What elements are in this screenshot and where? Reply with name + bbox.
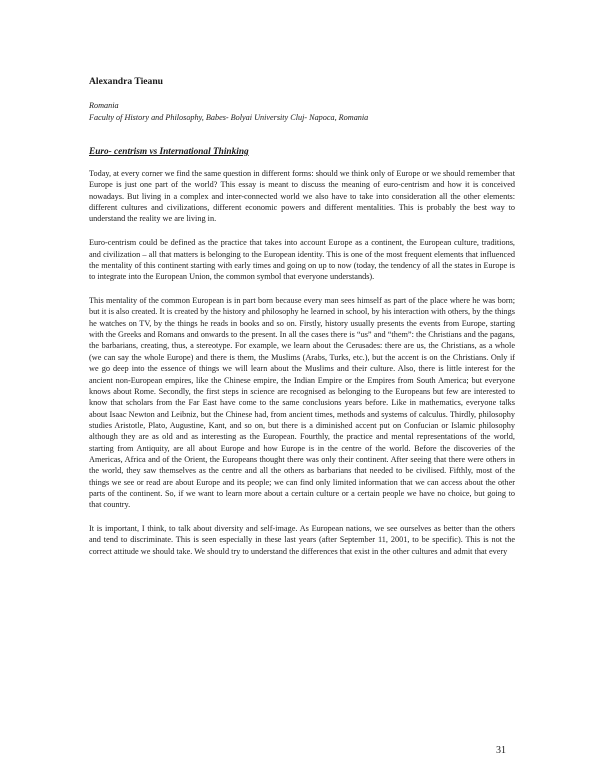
essay-title: Euro- centrism vs International Thinking <box>89 147 249 157</box>
document-page <box>89 76 515 570</box>
paragraph-4: It is important, I think, to talk about diversity and self-image. As European nations, we see ourselves as better than the others and tend to discriminate. This is seen especially in these last years (after September 11, 2001, to be specific). This is not the correct attitude we should take. We should try to understand the differences that exist in the other cultures and admit that every <box>89 524 515 556</box>
affiliation <box>89 100 515 123</box>
paragraph-3: This mentality of the common European is in part born because every man sees himself as part of the place where he was born; but it is also created. It is created by the history and philosophy he learned in school, by his interaction with others, by the things he watches on TV, by the things he reads in books and so on. Firstly, history usually presents the events from Europe, starting with the Greeks and Romans and onwards to the present. In all the cases there is “us” and “them”: the Christians and the pagans, the barbarians, creating, thus, a stereotype. For example, we learn about the Cerusades: there are us, the Christians, as a whole (we can say the whole Europe) and there is them, the Muslims (Arabs, Turks, etc.), but the accent is on the Christians. Only if we go deep into the essence of things we will learn about the Muslims and their culture. Also, there is little interest for the ancient non-European empires, like the Chinese empire, the Indian Empire or the Empires from South America; but everyone knows about Rome. Secondly, the first steps in science are recognised as belonging to the Europeans but few are interested to know that scholars from the Far East have come to the same conclusions years before. Like in mathematics, everyone talks about Isaac Newton and Leibniz, but the Chinese had, from ancient times, methods and systems of calculus. Thirdly, philosophy studies Aristotle, Plato, Augustine, Kant, and so on, but there is a diminished accent put on Confucian or Islamic philosophy although they are as old and as interesting as the European. Fourthly, the practice and mental representations of the world, starting from Antiquity, are all about Europe and how Europe is in the centre of the world. Before the discoveries of the Americas, Africa and of the Orient, the Europeans thought there was only their continent. After seeing that there were others in the world, they saw themselves as the centre and all the others as barbarians that needed to be civilised. Fifthly, most of the things we see or read are about Europe and its people; we can find only limited information that we can access about the other parts of the continent. So, if we want to learn more about a certain culture or a certain people we have no choice, but going to that country. <box>89 296 515 510</box>
paragraph-2: Euro-centrism could be defined as the practice that takes into account Europe as a continent, the European culture, traditions, and civilization – all that matters is belonging to the European identity. This is one of the most frequent elements that influenced the mentality of this continent starting with early times and going on up to now (today, the tendency of all the states in Europe is to integrate into the European Union, the common symbol that everyone understands). <box>89 238 515 282</box>
affiliation-faculty: Faculty of History and Philosophy, Babes- Bolyai University Cluj- Napoca, Romania <box>89 112 369 122</box>
page-number: 31 <box>496 745 506 756</box>
affiliation-country: Romania <box>89 101 119 110</box>
paragraph-1: Today, at every corner we find the same question in different forms: should we think only of Europe or we should remember that Europe is just one part of the world? This essay is meant to discuss the meaning of euro-centrism and how it is conceived nowadays. But living in a complex and inter-connected world we also have to take into consideration all the other elements: different cultures and civilizations, different economic powers and different mentalities. This is probably the best way to understand the reality we are living in. <box>89 169 515 224</box>
author-name: Alexandra Tieanu <box>89 76 164 87</box>
